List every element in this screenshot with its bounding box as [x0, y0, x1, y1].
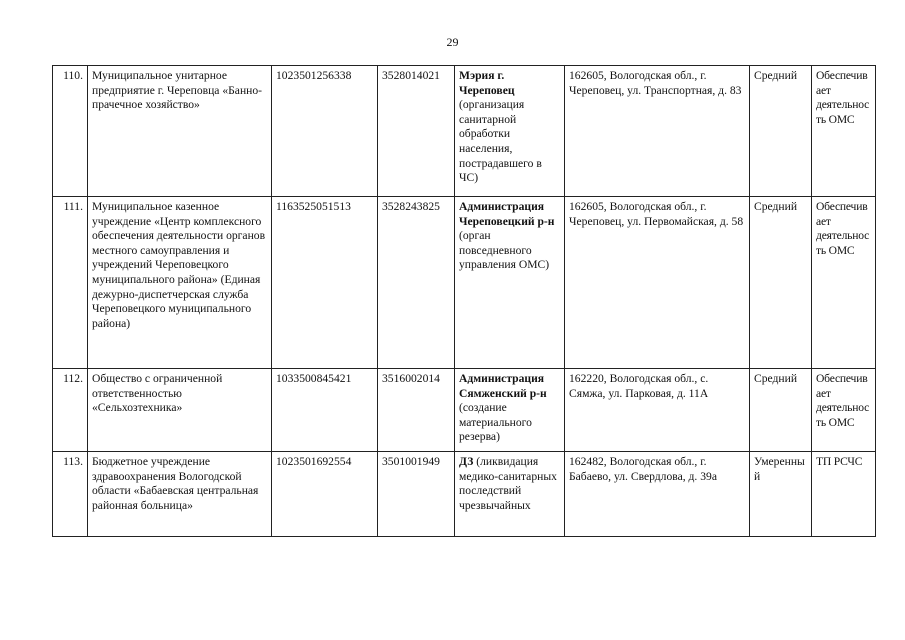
inn-cell: 3516002014 — [378, 369, 455, 452]
subordination-role: (создание материального резерва) — [459, 401, 532, 444]
task-cell: Обеспечивает деятельность ОМС — [812, 369, 876, 452]
ogrn-cell: 1023501256338 — [272, 66, 378, 197]
risk-category-cell: Средний — [750, 66, 812, 197]
subordination-role: (орган повседневного управления ОМС) — [459, 229, 550, 272]
row-number: 111. — [53, 197, 88, 369]
subordination-role: (ликвидация медико-санитарных последствий чрезвычайных — [459, 455, 557, 512]
subordination-authority: Мэрия г. Череповец — [459, 69, 515, 97]
organization-name: Муниципальное казенное учреждение «Центр комплексного обеспечения деятельности органов местного самоуправления и учреждений Череповецкого муниципального района» (Единая дежурно-диспетчерская служба Череповецкого муниципального района) — [88, 197, 272, 369]
organization-name: Общество с ограниченной ответственностью «Сельхозтехника» — [88, 369, 272, 452]
subordination-cell — [455, 452, 565, 537]
subordination-cell — [455, 197, 565, 369]
organization-name: Муниципальное унитарное предприятие г. Череповца «Банно-прачечное хозяйство» — [88, 66, 272, 197]
ogrn-cell: 1163525051513 — [272, 197, 378, 369]
table-row — [53, 369, 876, 452]
ogrn-cell: 1023501692554 — [272, 452, 378, 537]
inn-cell: 3501001949 — [378, 452, 455, 537]
task-cell: Обеспечивает деятельность ОМС — [812, 66, 876, 197]
organization-name: Бюджетное учреждение здравоохранения Вологодской области «Бабаевская центральная районная больница» — [88, 452, 272, 537]
row-number: 112. — [53, 369, 88, 452]
risk-category-cell: Средний — [750, 197, 812, 369]
row-number: 110. — [53, 66, 88, 197]
task-cell: Обеспечивает деятельность ОМС — [812, 197, 876, 369]
ogrn-cell: 1033500845421 — [272, 369, 378, 452]
address-cell: 162220, Вологодская обл., с. Сямжа, ул. Парковая, д. 11А — [565, 369, 750, 452]
inn-cell: 3528243825 — [378, 197, 455, 369]
organizations-table — [52, 65, 876, 537]
address-cell: 162482, Вологодская обл., г. Бабаево, ул. Свердлова, д. 39а — [565, 452, 750, 537]
table-row — [53, 197, 876, 369]
page-number: 29 — [446, 35, 459, 49]
inn-cell: 3528014021 — [378, 66, 455, 197]
subordination-cell — [455, 66, 565, 197]
row-number: 113. — [53, 452, 88, 537]
risk-category-cell: Умеренный — [750, 452, 812, 537]
subordination-authority: Администрация Череповецкий р-н — [459, 200, 555, 228]
subordination-authority: Администрация Сямженский р-н — [459, 372, 547, 400]
risk-category-cell: Средний — [750, 369, 812, 452]
table-row — [53, 66, 876, 197]
address-cell: 162605, Вологодская обл., г. Череповец, ул. Транспортная, д. 83 — [565, 66, 750, 197]
subordination-authority: ДЗ — [459, 455, 474, 468]
table-row — [53, 452, 876, 537]
subordination-role: (организация санитарной обработки населения, пострадавшего в ЧС) — [459, 98, 542, 185]
address-cell: 162605, Вологодская обл., г. Череповец, ул. Первомайская, д. 58 — [565, 197, 750, 369]
subordination-cell — [455, 369, 565, 452]
task-cell: ТП РСЧС — [812, 452, 876, 537]
